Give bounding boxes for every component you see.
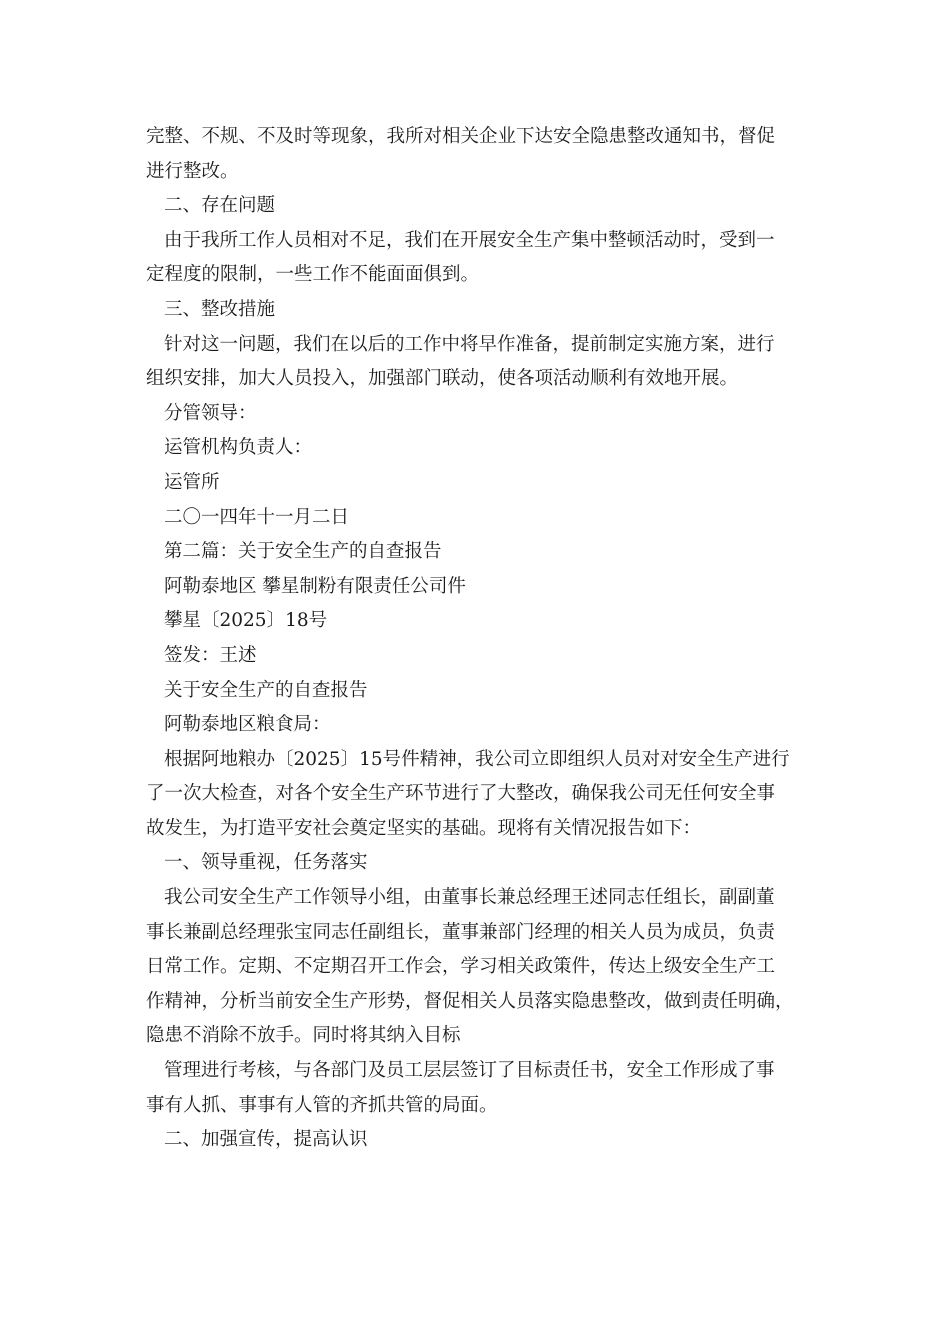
text-line: 作精神，分析当前安全生产形势，督促相关人员落实隐患整改，做到责任明确， xyxy=(146,990,794,1012)
text-line: 阿勒泰地区粮食局： xyxy=(164,714,331,736)
text-line: 完整、不规、不及时等现象，我所对相关企业下达安全隐患整改通知书，督促 xyxy=(146,126,776,147)
text-line: 二〇一四年十一月二日 xyxy=(164,506,350,528)
text-line: 阿勒泰地区 攀星制粉有限责任公司件 xyxy=(164,575,466,597)
text-line: 攀星〔2025〕18号 xyxy=(164,610,328,632)
text-line: 故发生，为打造平安社会奠定坚实的基础。现将有关情况报告如下： xyxy=(146,817,702,839)
text-line: 管理进行考核，与各部门及员工层层签订了目标责任书，安全工作形成了事 xyxy=(164,1060,775,1082)
text-line: 隐患不消除不放手。同时将其纳入目标 xyxy=(146,1025,461,1047)
text-line: 运管所 xyxy=(164,471,220,493)
text-line: 组织安排，加大人员投入，加强部门联动，使各项活动顺利有效地开展。 xyxy=(146,368,739,390)
text-line: 事有人抓、事事有人管的齐抓共管的局面。 xyxy=(146,1094,498,1116)
text-line: 我公司安全生产工作领导小组，由董事长兼总经理王述同志任组长，副副董 xyxy=(164,887,775,909)
text-line: 三、整改措施 xyxy=(164,298,276,320)
text-line: 了一次大检查，对各个安全生产环节进行了大整改，确保我公司无任何安全事 xyxy=(146,783,776,805)
text-line: 事长兼副总经理张宝同志任副组长，董事兼部门经理的相关人员为成员，负责 xyxy=(146,921,776,943)
text-line: 根据阿地粮办〔2025〕15号件精神，我公司立即组织人员对对安全生产进行 xyxy=(164,748,790,770)
text-line: 由于我所工作人员相对不足，我们在开展安全生产集中整顿活动时，受到一 xyxy=(164,229,775,251)
text-line: 第二篇：关于安全生产的自查报告 xyxy=(164,541,442,563)
text-line: 运管机构负责人： xyxy=(164,437,313,459)
text-line: 定程度的限制，一些工作不能面面俱到。 xyxy=(146,264,480,286)
text-line: 二、存在问题 xyxy=(164,195,276,217)
text-line: 关于安全生产的自查报告 xyxy=(164,679,368,701)
text-line: 进行整改。 xyxy=(146,160,239,182)
text-line: 分管领导： xyxy=(164,402,257,424)
text-line: 二、加强宣传，提高认识 xyxy=(164,1129,368,1151)
text-line: 针对这一问题，我们在以后的工作中将早作准备，提前制定实施方案，进行 xyxy=(164,333,775,355)
text-line: 一、领导重视，任务落实 xyxy=(164,852,368,874)
text-line: 签发：王述 xyxy=(164,644,257,666)
text-line: 日常工作。定期、不定期召开工作会，学习相关政策件，传达上级安全生产工 xyxy=(146,956,776,978)
document-body xyxy=(146,120,806,1158)
